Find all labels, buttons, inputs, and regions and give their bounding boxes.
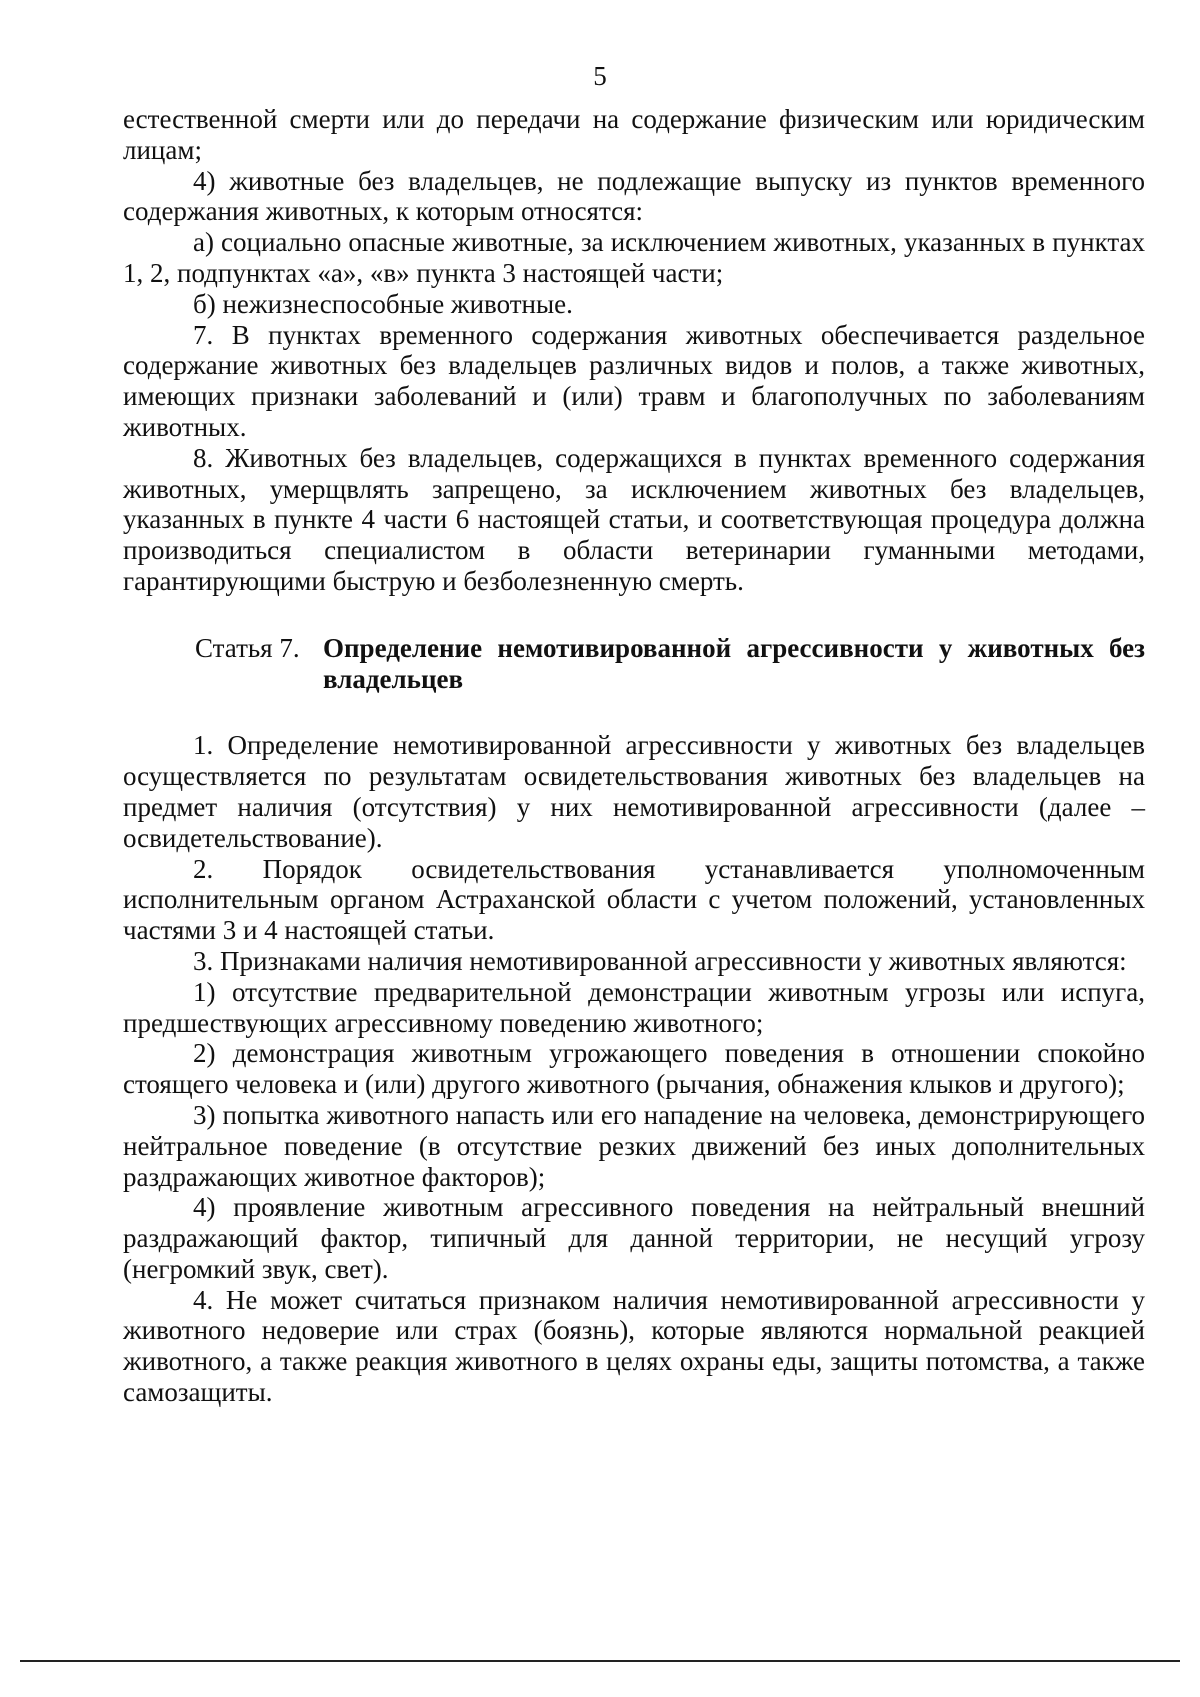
article-paragraph-4: 4. Не может считаться признаком наличия немотивированной агрессивности у животного недоверие или страх (боязнь), которые являются нормальной реакцией животного, а также реакция животного в целях охраны еды, защиты потомства, а также самозащиты. [123, 1284, 1145, 1408]
article-subitem-1: 1) отсутствие предварительной демонстрации животным угрозы или испуга, предшествующих агрессивному поведению животного; [123, 976, 1145, 1038]
paragraph-part-7: 7. В пунктах временного содержания животных обеспечивается раздельное содержание животных без владельцев различных видов и полов, а также животных, имеющих признаки заболеваний и (или) травм и благополучных по заболеваниям животных. [123, 319, 1145, 442]
paragraph-subitem-a: а) социально опасные животные, за исключением животных, указанных в пунктах 1, 2, подпунктах «а», «в» пункта 3 настоящей части; [123, 227, 1145, 288]
paragraph-item-4: 4) животные без владельцев, не подлежащие выпуску из пунктов временного содержания животных, к которым относятся: [123, 165, 1145, 227]
article-heading [123, 633, 1145, 695]
article-subitem-4: 4) проявление животным агрессивного поведения на нейтральный внешний раздражающий фактор, типичный для данной территории, не несущий угрозу (негромкий звук, свет). [123, 1192, 1145, 1284]
article-paragraph-2: 2. Порядок освидетельствования устанавливается уполномоченным исполнительным органом Астраханской области с учетом положений, установленных частями 3 и 4 настоящей статьи. [123, 853, 1145, 946]
paragraph-continuation: естественной смерти или до передачи на содержание физическим или юридическим лицам; [123, 104, 1145, 165]
article-paragraph-1: 1. Определение немотивированной агрессивности у животных без владельцев осуществляется по результатам освидетельствования животных без владельцев на предмет наличия (отсутствия) у них немотивированной агрессивности (далее – освидетельствование). [123, 730, 1145, 853]
article-subitem-3: 3) попытка животного напасть или его нападение на человека, демонстрирующего нейтральное поведение (в отсутствие резких движений без иных дополнительных раздражающих животное факторов); [123, 1099, 1145, 1192]
page-bottom-rule [20, 1660, 1180, 1662]
paragraph-part-8: 8. Животных без владельцев, содержащихся в пунктах временного содержания животных, умерщвлять запрещено, за исключением животных без владельцев, указанных в пункте 4 части 6 настоящей статьи, и соответствующая процедура должна производиться специалистом в области ветеринарии гуманными методами, гарантирующими быструю и безболезненную смерть. [123, 442, 1145, 596]
article-label: Статья 7. [195, 632, 300, 663]
document-body [123, 104, 1145, 1408]
article-title: Определение немотивированной агрессивности у животных без владельцев [323, 632, 1145, 694]
page-number: 5 [593, 61, 607, 91]
article-subitem-2: 2) демонстрация животным угрожающего поведения в отношении спокойно стоящего человека и (или) другого животного (рычания, обнажения клыков и другого); [123, 1038, 1145, 1100]
article-paragraph-3: 3. Признаками наличия немотивированной агрессивности у животных являются: [193, 945, 1127, 976]
paragraph-subitem-b: б) нежизнеспособные животные. [193, 288, 573, 319]
